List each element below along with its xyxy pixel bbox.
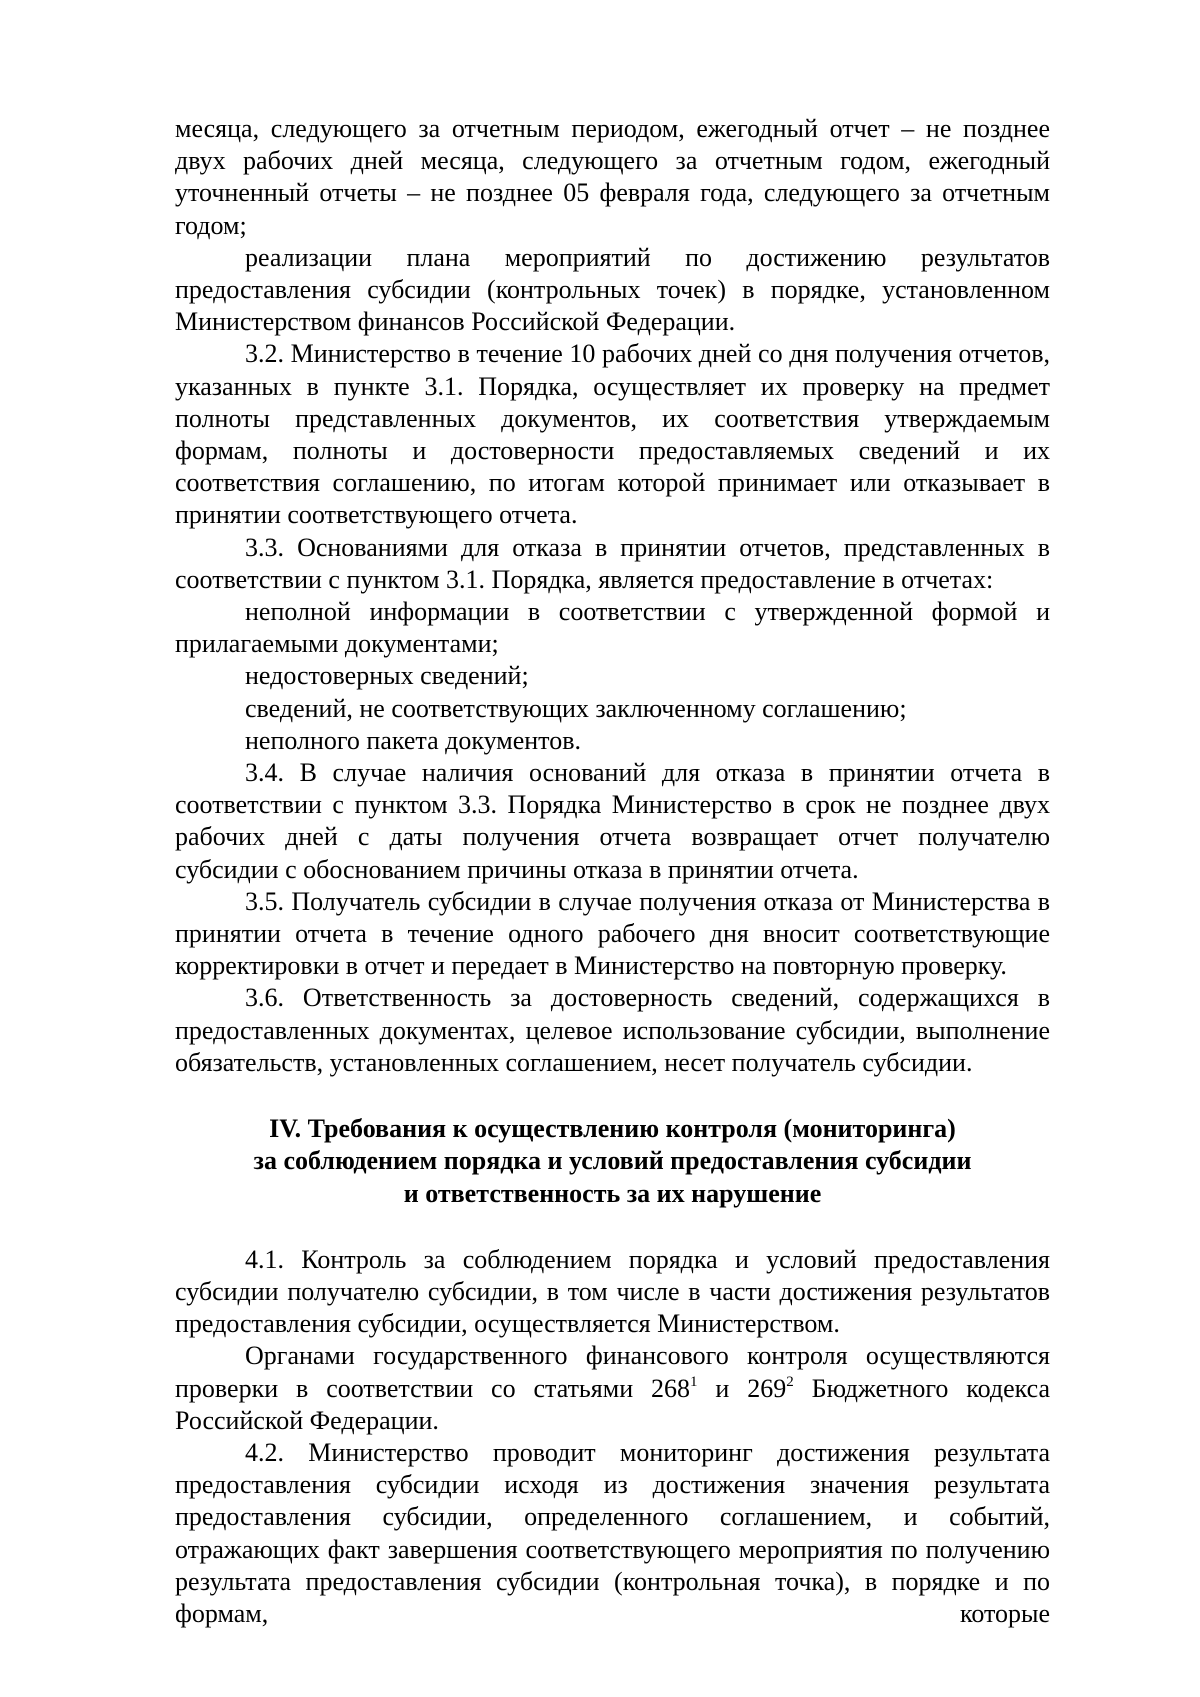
paragraph-report-deadlines: месяца, следующего за отчетным периодом, ежегодный отчет – не позднее двух рабочих дней месяца, следующего за отчетным годом, ежегодный уточненный отчеты – не позднее 05 февраля года, следующего за отчетным годом; xyxy=(175,114,1050,240)
paragraph-3-6: 3.6. Ответственность за достоверность сведений, содержащихся в предоставленных документах, целевое использование субсидии, выполнение обязательств, установленных соглашением, несет получатель субсидии. xyxy=(175,983,1050,1077)
text-segment: и 269 xyxy=(697,1373,787,1403)
section-heading xyxy=(175,1113,1050,1210)
paragraph-3-3: 3.3. Основаниями для отказа в принятии отчетов, представленных в соответствии с пунктом 3.1. Порядка, является предоставление в отчетах: xyxy=(175,532,1050,594)
paragraph-3-5: 3.5. Получатель субсидии в случае получения отказа от Министерства в принятии отчета в течение одного рабочего дня вносит соответствующие корректировки в отчет и передает в Министерство на повторную проверку. xyxy=(175,886,1050,981)
superscript-2: 2 xyxy=(786,1373,794,1390)
heading-line-2: за соблюдением порядка и условий предоставления субсидии xyxy=(253,1146,972,1176)
list-item-incomplete-package: неполного пакета документов. xyxy=(245,725,581,755)
paragraph-3-2: 3.2. Министерство в течение 10 рабочих дней со дня получения отчетов, указанных в пункте 3.1. Порядка, осуществляет их проверку на предмет полноты представленных документов, их соответствия утверждаемым формам, полноты и достоверности предоставляемых сведений и их соответствия соглашению, по итогам которой принимает или отказывает в принятии соответствующего отчета. xyxy=(175,339,1050,530)
heading-line-3: и ответственность за их нарушение xyxy=(403,1178,822,1208)
text-segment: Бюджетного кодекса Российской Федерации. xyxy=(175,1373,1050,1435)
paragraph-state-control xyxy=(175,1340,1050,1437)
superscript-1: 1 xyxy=(690,1373,698,1390)
paragraph-control-points: реализации плана мероприятий по достижению результатов предоставления субсидии (контрольных точек) в порядке, установленном Министерством финансов Российской Федерации. xyxy=(175,242,1050,337)
list-item-nonconforming-data: сведений, не соответствующих заключенному соглашению; xyxy=(245,693,907,723)
list-item-incomplete-info: неполной информации в соответствии с утвержденной формой и прилагаемыми документами; xyxy=(175,597,1050,659)
paragraph-4-1: 4.1. Контроль за соблюдением порядка и условий предоставления субсидии получателю субсидии, в том числе в части достижения результатов предоставления субсидии, осуществляется Министерством. xyxy=(175,1244,1050,1339)
text-segment: Органами государственного финансового контроля осуществляются проверки в соответствии со статьями 268 xyxy=(175,1341,1050,1403)
paragraph-3-4: 3.4. В случае наличия оснований для отказа в принятии отчета в соответствии с пунктом 3.3. Порядка Министерство в срок не позднее двух рабочих дней с даты получения отчета возвращает отчет получателю субсидии с обоснованием причины отказа в принятии отчета. xyxy=(175,758,1050,884)
document-page xyxy=(175,113,1050,1630)
paragraph-4-2: 4.2. Министерство проводит мониторинг достижения результата предоставления субсидии исходя из достижения значения результата предоставления субсидии, определенного соглашением, и событий, отражающих факт завершения соответствующего мероприятия по получению результата предоставления субсидии (контрольная точка), в порядке и по формам, которые xyxy=(175,1437,1050,1628)
list-item-unreliable-data: недостоверных сведений; xyxy=(245,661,529,691)
heading-line-1: IV. Требования к осуществлению контроля (мониторинга) xyxy=(269,1114,956,1144)
